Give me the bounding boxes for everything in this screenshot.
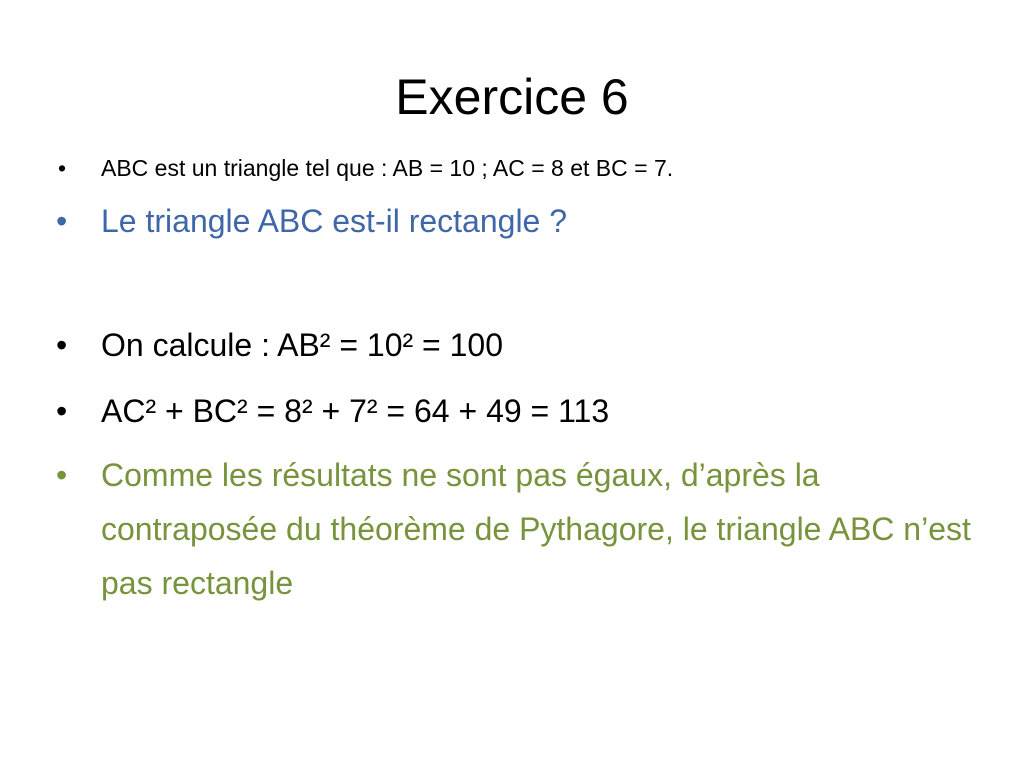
spacer [56,248,976,318]
bullet-icon: • [58,155,67,181]
bullet-item-calc-ac-bc [56,384,976,438]
bullet-text: On calcule : AB² = 10² = 100 [101,327,504,363]
bullet-item-calc-ab [56,318,976,372]
bullet-text: Le triangle ABC est-il rectangle ? [101,203,568,239]
bullet-text: ABC est un triangle tel que : AB = 10 ; AC = 8 et BC = 7. [101,155,674,181]
bullet-icon: • [56,203,68,239]
bullet-icon: • [56,393,68,429]
slide-title: Exercice 6 [395,69,629,125]
bullet-icon: • [56,457,68,493]
bullet-text: Comme les résultats ne sont pas égaux, d’après la contraposée du théorème de Pythagore, le triangle ABC n’est pas rectangle [101,457,971,601]
bullet-text: AC² + BC² = 8² + 7² = 64 + 49 = 113 [101,393,610,429]
bullet-item-conclusion [56,448,976,610]
bullet-item-question [56,194,976,248]
bullet-icon: • [56,327,68,363]
bullet-item-statement [56,150,976,186]
bullet-list [56,150,976,610]
